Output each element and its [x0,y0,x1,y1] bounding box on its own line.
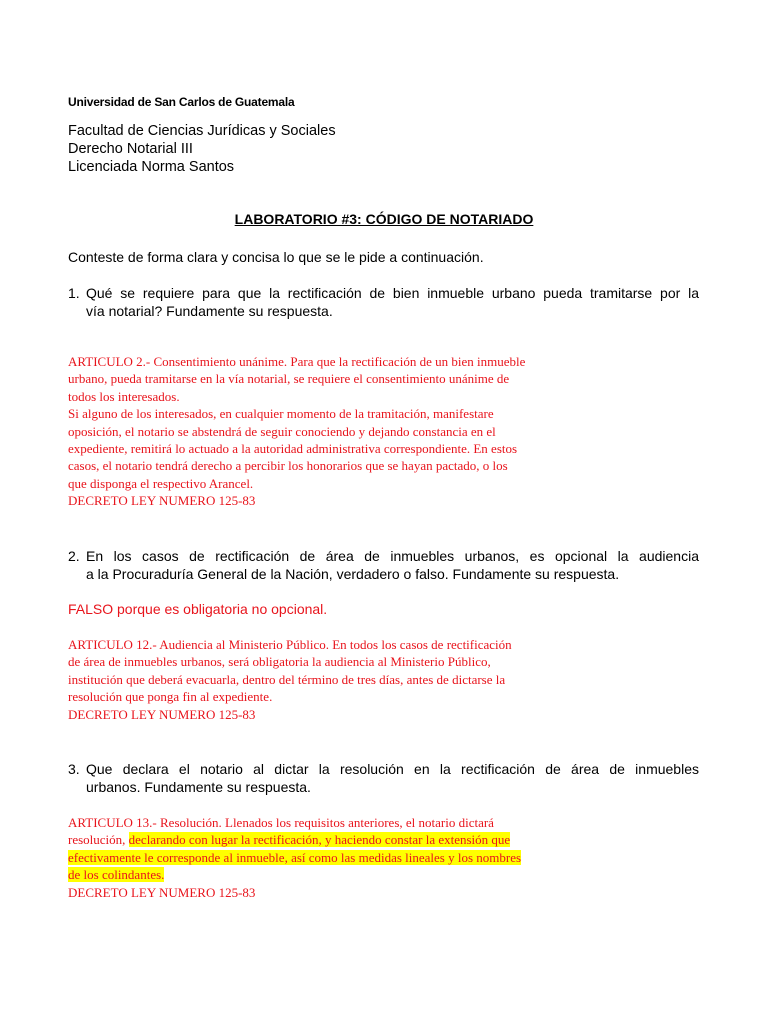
answer-3 [68,814,521,901]
answer-line: ARTICULO 12.- Audiencia al Ministerio Público. En todos los casos de rectificación [68,637,512,652]
answer-line: de área de inmuebles urbanos, será obligatoria la audiencia al Ministerio Público, [68,654,491,670]
answer-line: urbano, pueda tramitarse en la vía notarial, se requiere el consentimiento unánime de [68,371,510,387]
answer-line: institución que deberá evacuarla, dentro del término de tres días, antes de dictarse la [68,671,506,687]
answer-line: ARTICULO 13.- Resolución. Llenados los requisitos anteriores, el notario dictará [68,815,494,830]
answer-line: resolución que ponga fin al expediente. [68,689,273,705]
question-number: 1. [68,285,80,301]
highlighted-text: declarando con lugar la rectificación, y haciendo constar la extensión que [128,832,511,848]
answer-line: oposición, el notario se abstendrá de seguir conociendo y dejando constancia en el [68,423,496,439]
question-line: a la Procuraduría General de la Nación, verdadero o falso. Fundamente su respuesta. [86,566,620,582]
answer-line: que disponga el respectivo Arancel. [68,475,254,491]
question-2 [68,547,699,583]
university-name: Universidad de San Carlos de Guatemala [68,95,295,109]
answer-line: Si alguno de los interesados, en cualquier momento de la tramitación, manifestare [68,406,494,422]
page-title: LABORATORIO #3: CÓDIGO DE NOTARIADO [234,211,534,227]
answer-text: resolución, [68,832,129,848]
question-number: 3. [68,761,80,777]
question-line: vía notarial? Fundamente su respuesta. [86,303,333,319]
question-1 [68,284,699,320]
answer-line: expediente, remitirá lo actuado a la autoridad administrativa correspondiente. En estos [68,441,518,457]
answer-2-short: FALSO porque es obligatoria no opcional. [68,601,328,617]
answer-line [68,849,521,866]
faculty-line: Facultad de Ciencias Jurídicas y Sociales [68,123,336,139]
answer-line [68,866,521,883]
question-number: 2. [68,548,80,564]
course-line: Derecho Notarial III [68,141,193,157]
decree-reference: DECRETO LEY NUMERO 125-83 [68,706,256,722]
question-3 [68,760,699,796]
answer-1 [68,353,525,510]
decree-reference: DECRETO LEY NUMERO 125-83 [68,884,256,900]
teacher-line: Licenciada Norma Santos [68,159,235,175]
instructions: Conteste de forma clara y concisa lo que se le pide a continuación. [68,249,484,265]
answer-2 [68,636,512,723]
question-line: Que declara el notario al dictar la resolución en la rectificación de área de inmuebles [86,761,699,777]
highlighted-text: de los colindantes. [68,867,165,883]
highlighted-text: efectivamente le corresponde al inmueble, así como las medidas lineales y los nombres [68,849,522,865]
answer-line: ARTICULO 2.- Consentimiento unánime. Para que la rectificación de un bien inmueble [68,354,526,369]
question-line: urbanos. Fundamente su respuesta. [86,779,311,795]
answer-line [68,831,521,848]
faculty-block [68,122,336,176]
answer-line: casos, el notario tendrá derecho a percibir los honorarios que se hayan pactado, o los [68,458,508,474]
question-line: Qué se requiere para que la rectificación de bien inmueble urbano pueda tramitarse por la [86,285,699,301]
question-line: En los casos de rectificación de área de inmuebles urbanos, es opcional la audiencia [86,548,699,564]
decree-reference: DECRETO LEY NUMERO 125-83 [68,493,256,509]
answer-line: todos los interesados. [68,388,180,404]
